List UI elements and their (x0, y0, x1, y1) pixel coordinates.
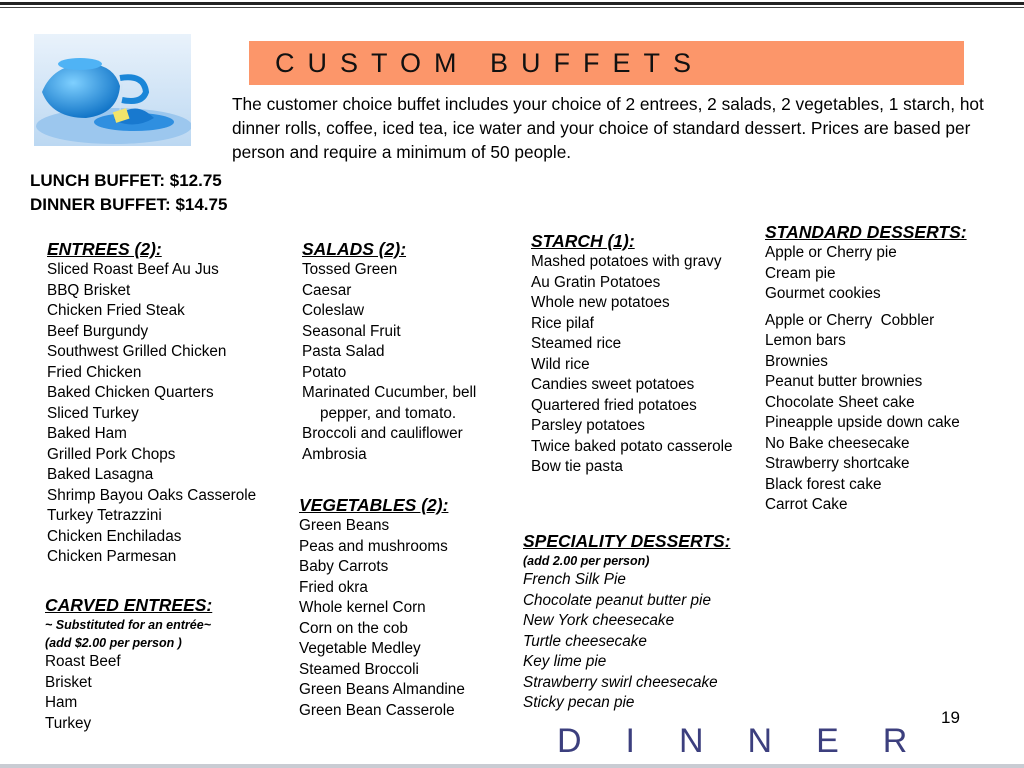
list-item: Shrimp Bayou Oaks Casserole (47, 486, 257, 504)
page-number: 19 (941, 708, 960, 727)
list-item: Caesar (302, 281, 352, 299)
list-item: Apple or Cherry pie (765, 244, 897, 261)
entrees-section (47, 238, 256, 568)
carved-price-note: (add $2.00 per person ) (45, 636, 182, 650)
list-item: Turtle cheesecake (523, 632, 647, 650)
speciality-desserts-heading: SPECIALITY DESSERTS: (523, 531, 731, 551)
list-item: Chocolate Sheet cake (765, 393, 915, 411)
list-item: Baked Lasagna (47, 466, 154, 483)
list-item: Candies sweet potatoes (531, 376, 695, 393)
list-item: Beef Burgundy (47, 322, 149, 340)
title-banner (249, 41, 964, 85)
list-item: Roast Beef (45, 653, 121, 670)
list-item: Baked Chicken Quarters (47, 384, 214, 401)
list-item: Carrot Cake (765, 496, 848, 513)
list-item: Apple or Cherry Cobbler (765, 311, 935, 329)
list-item: Sliced Roast Beef Au Jus (47, 261, 219, 278)
list-item: Steamed Broccoli (299, 660, 419, 678)
list-item: Wild rice (531, 355, 590, 373)
list-item: Whole kernel Corn (299, 599, 426, 616)
list-item: Key lime pie (523, 653, 607, 670)
standard-desserts-section (765, 221, 967, 516)
list-item: Corn on the cob (299, 619, 408, 637)
list-item: Fried okra (299, 578, 368, 596)
list-item: Ambrosia (302, 445, 367, 463)
list-item: Strawberry swirl cheesecake (523, 673, 718, 691)
list-item: Vegetable Medley (299, 640, 421, 657)
list-item: Tossed Green (302, 261, 398, 278)
list-item: Rice pilaf (531, 314, 594, 332)
lunch-price: LUNCH BUFFET: $12.75 (30, 171, 222, 190)
list-item: Peas and mushrooms (299, 537, 448, 555)
list-item: Marinated Cucumber, bell (302, 384, 477, 401)
carved-entrees-section (45, 594, 212, 734)
list-item: Pasta Salad (302, 343, 385, 360)
list-item: Pineapple upside down cake (765, 414, 960, 431)
list-item: French Silk Pie (523, 571, 626, 588)
list-item: Baby Carrots (299, 558, 389, 575)
vegetables-section (299, 494, 465, 721)
list-item: Au Gratin Potatoes (531, 273, 661, 291)
list-item: Sticky pecan pie (523, 694, 635, 711)
footer-label: DINNER (557, 722, 952, 760)
top-rule-thin (0, 7, 1024, 8)
carved-entrees-heading: CARVED ENTREES: (45, 595, 213, 615)
list-item: Brownies (765, 352, 828, 370)
list-item: BBQ Brisket (47, 281, 131, 299)
list-item: No Bake cheesecake (765, 434, 910, 452)
top-rule (0, 2, 1024, 5)
list-item: Sliced Turkey (47, 404, 139, 422)
list-item: Cream pie (765, 264, 836, 282)
blue-teacup-photo-icon (34, 34, 191, 146)
list-item: Chocolate peanut butter pie (523, 591, 711, 609)
list-item: Bow tie pasta (531, 458, 623, 475)
entrees-heading: ENTREES (2): (47, 239, 162, 259)
list-item: Black forest cake (765, 475, 882, 493)
list-item: Strawberry shortcake (765, 455, 910, 472)
list-item: Brisket (45, 673, 92, 691)
standard-desserts-heading: STANDARD DESSERTS: (765, 222, 967, 242)
list-item: Peanut butter brownies (765, 373, 923, 390)
list-item: Potato (302, 363, 347, 381)
list-item: Quartered fried potatoes (531, 396, 697, 414)
list-item: Ham (45, 694, 78, 711)
list-item: Chicken Enchiladas (47, 527, 182, 545)
list-item: Southwest Grilled Chicken (47, 343, 227, 360)
list-item: Grilled Pork Chops (47, 445, 176, 463)
list-item: Chicken Parmesan (47, 548, 177, 565)
list-item: Baked Ham (47, 425, 127, 442)
intro-text: The customer choice buffet includes your choice of 2 entrees, 2 salads, 2 vegetables, 1 starch, hot dinner rolls, coffee, iced tea, ice water and your choice of standard dessert. Prices are based per person and require a minimum of 50 people. (232, 94, 984, 162)
salads-heading: SALADS (2): (302, 239, 407, 259)
speciality-price-note: (add 2.00 per person) (523, 554, 650, 568)
speciality-desserts-section (523, 530, 730, 714)
bottom-rule (0, 764, 1024, 768)
list-item: Fried Chicken (47, 363, 142, 381)
list-item: Gourmet cookies (765, 285, 881, 302)
dinner-price: DINNER BUFFET: $14.75 (30, 195, 228, 214)
list-item: Broccoli and cauliflower (302, 425, 463, 442)
vegetables-heading: VEGETABLES (2): (299, 495, 449, 515)
list-item: Green Beans (299, 517, 390, 534)
list-item: Turkey Tetrazzini (47, 507, 162, 524)
list-item: Turkey (45, 714, 92, 732)
salads-section (302, 238, 476, 465)
starch-section (531, 230, 733, 478)
list-item: Parsley potatoes (531, 417, 645, 434)
carved-note: ~ Substituted for an entrée~ (45, 618, 212, 632)
list-item: Whole new potatoes (531, 294, 670, 311)
buffet-prices (30, 169, 227, 217)
starch-heading: STARCH (1): (531, 231, 635, 251)
list-item: Seasonal Fruit (302, 322, 401, 340)
list-item: Lemon bars (765, 332, 846, 349)
list-item: Steamed rice (531, 335, 622, 352)
list-item: New York cheesecake (523, 612, 675, 629)
list-item: Coleslaw (302, 302, 365, 319)
page-title: CUSTOM BUFFETS (275, 48, 705, 78)
list-item: Green Beans Almandine (299, 681, 465, 698)
list-item: pepper, and tomato. (320, 404, 457, 422)
list-item: Mashed potatoes with gravy (531, 253, 722, 270)
list-item: Chicken Fried Steak (47, 302, 185, 319)
list-item: Twice baked potato casserole (531, 437, 733, 455)
list-item: Green Bean Casserole (299, 701, 455, 719)
